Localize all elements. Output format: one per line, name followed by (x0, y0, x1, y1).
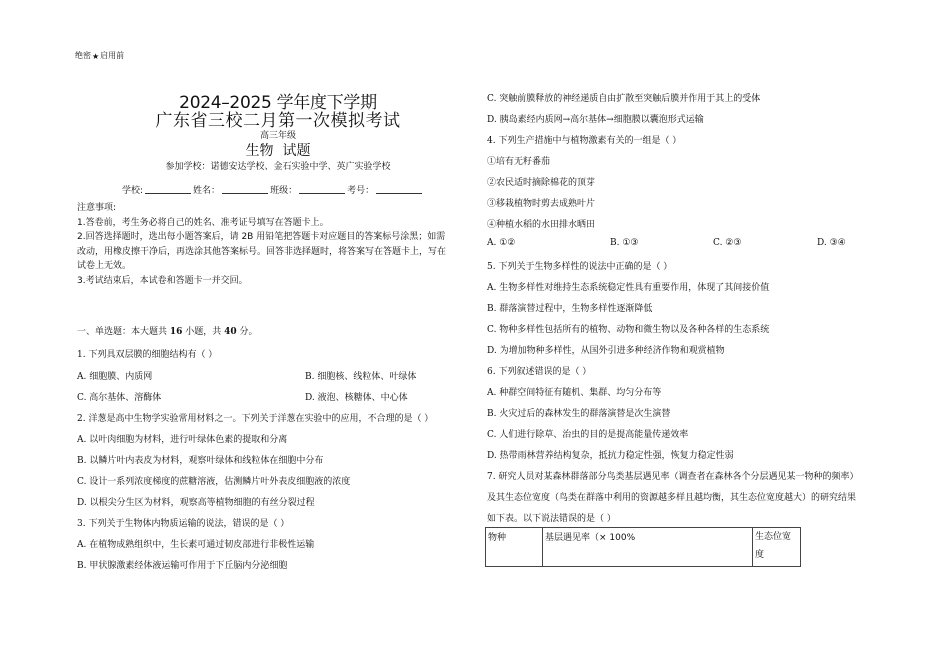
question-4-item-2: ②农民适时摘除棉花的顶芽 (487, 178, 596, 188)
question-4-option-a[interactable]: A. ①② (487, 238, 516, 248)
question-4-item-3: ③移栽植物时剪去成熟叶片 (487, 199, 596, 209)
total-score: 40 (224, 327, 237, 337)
question-3-option-c[interactable]: C. 突触前膜释放的神经递质自由扩散至突触后膜并作用于其上的受体 (487, 94, 761, 104)
section-suffix: 分。 (236, 327, 258, 337)
question-4-item-4: ④种植水稻的水田排水晒田 (487, 220, 596, 230)
school-field-blank[interactable] (145, 185, 191, 194)
question-2-stem: 2. 洋葱是高中生物学实验常用材料之一。下列关于洋葱在实验中的应用，不合理的是（ ） (77, 414, 434, 424)
question-count: 16 (169, 327, 183, 337)
question-1-option-b[interactable]: B. 细胞核、线粒体、叶绿体 (305, 372, 417, 382)
secret-prefix: 绝密 (75, 51, 91, 60)
question-4-option-b[interactable]: B. ①③ (610, 238, 639, 248)
exam-notes (77, 201, 475, 288)
table-header-encounter-rate: 基层遇见率（× 100% (543, 528, 753, 567)
question-4-item-1: ①培有无籽番茄 (487, 157, 551, 167)
exam-no-field-label: 考号： (347, 186, 375, 196)
section-prefix: 一、单选题：本大题共 (77, 327, 170, 337)
table-header-niche-width: 生态位宽度 (753, 528, 801, 567)
question-2-option-b[interactable]: B. 以鳞片叶内表皮为材料，观察叶绿体和线粒体在细胞中分布 (77, 456, 324, 466)
section-mid: 小题，共 (182, 327, 225, 337)
subject-title: 生物 试题 (245, 143, 311, 159)
note-item: 3.考试结束后，本试卷和答题卡一并交回。 (77, 275, 248, 286)
class-field-label: 班级： (270, 186, 298, 196)
question-6-option-a[interactable]: A. 种群空间特征有随机、集群、均匀分布等 (487, 388, 662, 398)
question-7-stem-line-1: 7. 研究人员对某森林群落部分鸟类基层遇见率（调查者在森林各个分层遇见某一物种的频率） (487, 472, 859, 482)
name-field-label: 姓名： (193, 186, 221, 196)
class-field-blank[interactable] (299, 185, 345, 194)
participating-schools: 参加学校：诺德安达学校、金石实验中学、英广实验学校 (165, 162, 391, 172)
student-info-fields (122, 183, 424, 196)
note-item: 1.答卷前，考生务必将自己的姓名、准考证号填写在答题卡上。 (77, 217, 329, 228)
note-item: 改动，用橡皮擦干净后，再选涂其他答案标号。回答非选择题时，将答案写在答题卡上，写在 (77, 246, 447, 257)
question-5-stem: 5. 下列关于生物多样性的说法中正确的是（ ） (487, 262, 673, 272)
question-6-option-c[interactable]: C. 人们进行除草、治虫的目的是提高能量传递效率 (487, 430, 689, 440)
question-4-option-d[interactable]: D. ③④ (817, 238, 846, 248)
question-1-stem: 1. 下列具双层膜的细胞结构有（ ） (77, 350, 218, 360)
note-item: 试卷上无效。 (77, 261, 132, 271)
question-3-option-a[interactable]: A. 在植物成熟组织中，生长素可通过韧皮部进行非极性运输 (77, 540, 315, 550)
name-field-blank[interactable] (222, 185, 268, 194)
question-1-option-c[interactable]: C. 高尔基体、溶酶体 (77, 393, 162, 403)
notes-title: 注意事项: (77, 203, 117, 213)
question-4-option-c[interactable]: C. ②③ (713, 238, 742, 248)
question-2-option-a[interactable]: A. 以叶肉细胞为材料，进行叶绿体色素的提取和分离 (77, 435, 288, 445)
question-2-option-d[interactable]: D. 以根尖分生区为材料，观察高等植物细胞的有丝分裂过程 (77, 498, 315, 508)
secret-suffix: 启用前 (100, 51, 125, 60)
question-1-option-d[interactable]: D. 液泡、核糖体、中心体 (305, 393, 408, 403)
confidential-label (75, 50, 124, 61)
star-icon: ★ (92, 52, 100, 61)
bird-data-table (485, 527, 801, 567)
question-2-option-c[interactable]: C. 设计一系列浓度梯度的蔗糖溶液，估测鳞片叶外表皮细胞液的浓度 (77, 477, 351, 487)
exam-title: 广东省三校二月第一次模拟考试 (155, 111, 401, 131)
question-5-option-d[interactable]: D. 为增加物种多样性，从国外引进多种经济作物和观赏植物 (487, 346, 725, 356)
question-6-option-d[interactable]: D. 热带雨林营养结构复杂，抵抗力稳定性强，恢复力稳定性弱 (487, 451, 734, 461)
school-field-label: 学校: (122, 186, 144, 196)
question-4-stem: 4. 下列生产措施中与植物激素有关的一组是（ ） (487, 136, 682, 146)
question-3-stem: 3. 下列关于生物体内物质运输的说法，错误的是（ ） (77, 519, 290, 529)
question-5-option-b[interactable]: B. 群落演替过程中，生物多样性逐渐降低 (487, 304, 653, 314)
question-5-option-c[interactable]: C. 物种多样性包括所有的植物、动物和微生物以及各种各样的生态系统 (487, 325, 770, 335)
question-5-option-a[interactable]: A. 生物多样性对维持生态系统稳定性具有重要作用，体现了其间接价值 (487, 283, 770, 293)
question-7-stem-line-3: 如下表。以下说法错误的是（ ） (487, 514, 616, 524)
table-header-row (486, 528, 801, 567)
question-3-option-d[interactable]: D. 胰岛素经内质网→高尔基体→细胞膜以囊泡形式运输 (487, 115, 704, 125)
exam-title-year: 2024–2025 学年度下学期 (179, 93, 377, 113)
table-header-species: 物种 (486, 528, 543, 567)
question-6-option-b[interactable]: B. 火灾过后的森林发生的群落演替是次生演替 (487, 409, 671, 419)
note-item: 2.回答选择题时，选出每小题答案后，请 2B 用铅笔把答题卡对应题目的答案标号涂黑；如需 (77, 232, 446, 242)
question-1-option-a[interactable]: A. 细胞膜、内质网 (77, 372, 153, 382)
question-6-stem: 6. 下列叙述错误的是（ ） (487, 367, 592, 377)
section-heading (77, 324, 258, 337)
question-3-option-b[interactable]: B. 甲状腺激素经体液运输可作用于下丘脑内分泌细胞 (77, 561, 288, 571)
question-7-stem-line-2: 及其生态位宽度（鸟类在群落中利用的资源越多样且越均衡，其生态位宽度越大）的研究结果 (487, 493, 857, 503)
exam-no-field-blank[interactable] (376, 185, 422, 194)
grade-label: 高三年级 (259, 131, 296, 141)
